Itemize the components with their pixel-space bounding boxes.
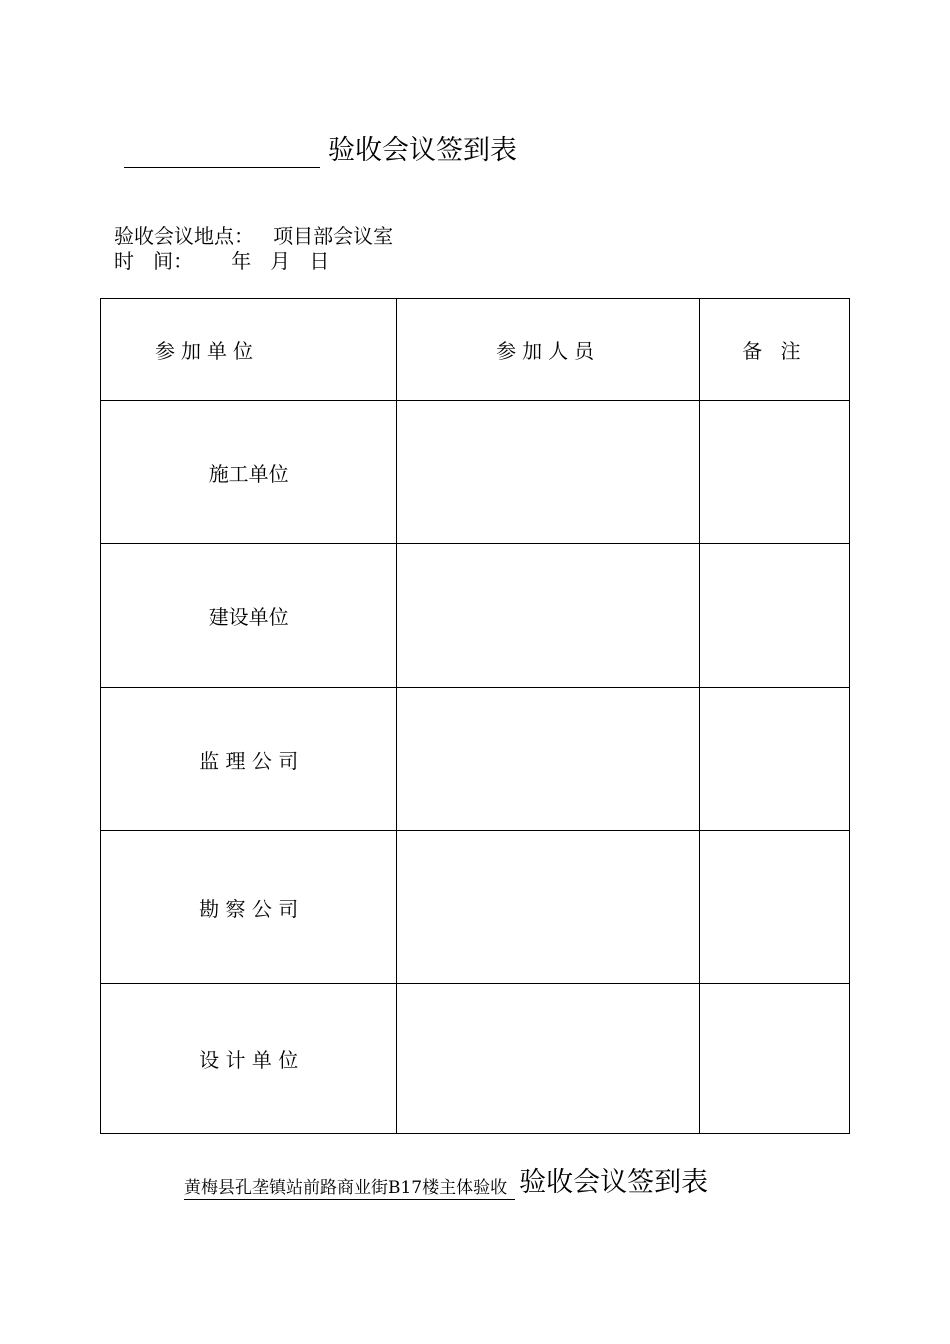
footer-title xyxy=(184,1166,708,1200)
table-row xyxy=(101,688,850,831)
attendees-cell[interactable] xyxy=(397,401,699,544)
unit-cell: 设 计 单 位 xyxy=(101,984,397,1134)
remarks-cell[interactable] xyxy=(699,401,849,544)
meeting-location-line: 验收会议地点： 项目部会议室 xyxy=(114,224,394,248)
footer-project-name: 黄梅县孔垄镇站前路商业街B17楼主体验收 xyxy=(184,1177,515,1200)
title-blank-line xyxy=(124,133,320,168)
title-text: 验收会议签到表 xyxy=(328,135,517,166)
unit-cell: 勘 察 公 司 xyxy=(101,831,397,984)
table-row xyxy=(101,984,850,1134)
sign-in-table xyxy=(100,298,850,1134)
remarks-cell[interactable] xyxy=(699,831,849,984)
document-title xyxy=(124,128,517,168)
table-row xyxy=(101,401,850,544)
remarks-cell[interactable] xyxy=(699,984,849,1134)
attendees-cell[interactable] xyxy=(397,831,699,984)
attendees-cell[interactable] xyxy=(397,984,699,1134)
header-attendees: 参加人员 xyxy=(397,299,699,401)
unit-cell: 建设单位 xyxy=(101,544,397,688)
remarks-cell[interactable] xyxy=(699,544,849,688)
meeting-time-line: 时 间： 年 月 日 xyxy=(114,249,330,273)
unit-cell: 监 理 公 司 xyxy=(101,688,397,831)
table-row xyxy=(101,544,850,688)
attendees-cell[interactable] xyxy=(397,544,699,688)
remarks-cell[interactable] xyxy=(699,688,849,831)
table-row xyxy=(101,831,850,984)
header-remarks: 备 注 xyxy=(699,299,849,401)
unit-cell: 施工单位 xyxy=(101,401,397,544)
attendees-cell[interactable] xyxy=(397,688,699,831)
footer-title-text: 验收会议签到表 xyxy=(519,1167,709,1198)
table-header-row xyxy=(101,299,850,401)
header-unit: 参加单位 xyxy=(101,299,397,401)
